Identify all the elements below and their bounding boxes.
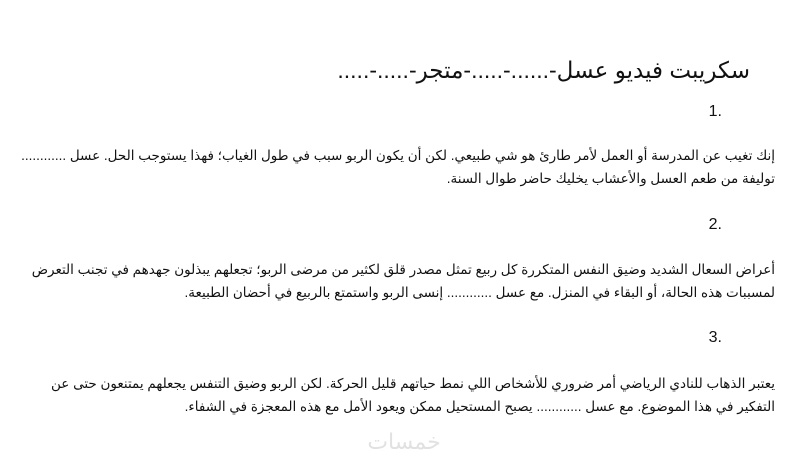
document-title: سكريبت فيديو عسل-......-.....-متجر-.....-.....: [337, 57, 750, 83]
section-number-2: 2.: [708, 216, 722, 233]
section-paragraph-2: أعراض السعال الشديد وضيق النفس المتكررة كل ربيع تمثل مصدر قلق لكثير من مرضى الربو؛ تجعلهم يبذلون جهدهم في تجنب التعرض لمسببات هذه الحالة، أو البقاء في المنزل. مع عسل ............ إنسى الربو واستمتع بالربيع في أحضان الطبيعة.: [31, 262, 775, 300]
section-number-3: 3.: [708, 329, 722, 346]
watermark-logo: خمسات: [367, 429, 441, 454]
section-number-1: 1.: [708, 103, 722, 120]
section-paragraph-3: يعتبر الذهاب للنادي الرياضي أمر ضروري للأشخاص اللي نمط حياتهم قليل الحركة. لكن الربو وضيق التنفس يجعلهم يمتنعون حتى عن التفكير في هذا الموضوع. مع عسل ............ يصبح المستحيل ممكن ويعود الأمل مع هذه المعجزة في الشفاء.: [51, 376, 775, 414]
section-paragraph-1: إنك تغيب عن المدرسة أو العمل لأمر طارئ هو شي طبيعي. لكن أن يكون الربو سبب في طول الغياب؛ فهذا يستوجب الحل. عسل ............ توليفة من طعم العسل والأعشاب يخليك حاضر طوال السنة.: [21, 148, 775, 186]
